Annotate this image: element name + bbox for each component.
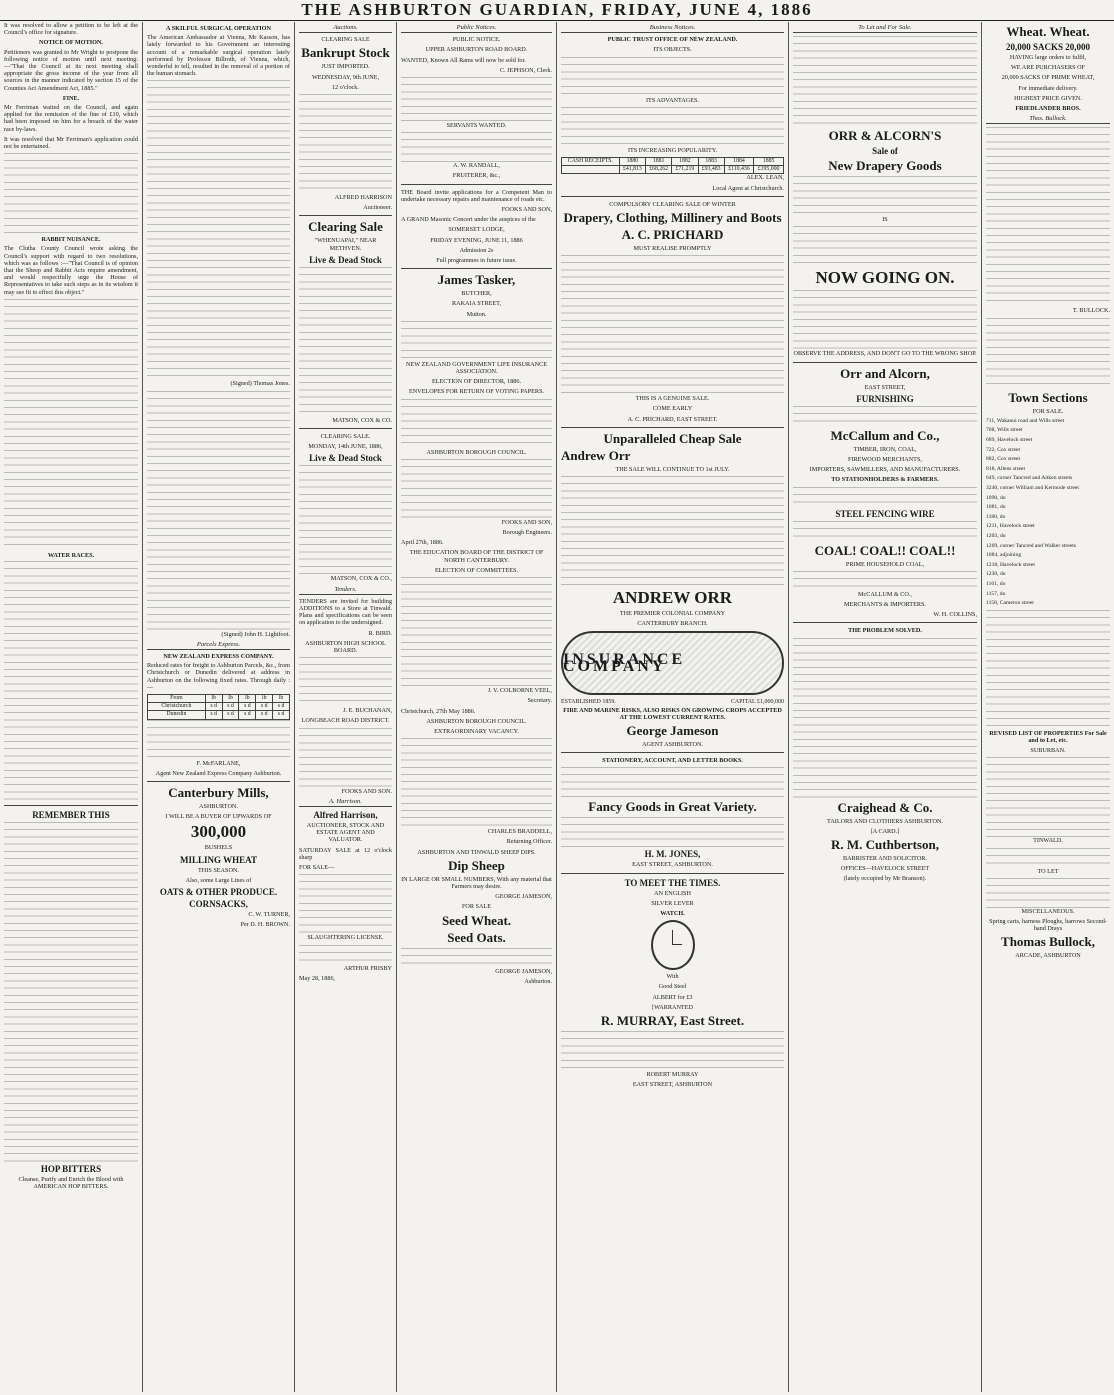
text-block (793, 521, 977, 541)
andrew-orr: Andrew Orr (561, 447, 631, 463)
text-block (401, 321, 552, 361)
andrew-orr-big: ANDREW ORR (612, 588, 733, 608)
hop-bitters: HOP BITTERS (40, 1164, 102, 1175)
warranted: [WARRANTED (652, 1003, 693, 1011)
must-realise: MUST REALISE PROMPTLY (633, 245, 712, 253)
sb-head: THE Board invite applications for a Competent Man to undertake necessary repairs and maintenance of roads etc. (401, 188, 552, 203)
buchanan: J. E. BUCHANAN, (343, 707, 392, 715)
notice-text: Petitioners was granted to Mr Wright to postpone the following notice of motion until next meeting:—"That the Council at its next meeting shall appropriate the gross income of the year from all sources in the manner indicated by section 15 of the Counties Act Amendment Act, 1885." (4, 48, 138, 92)
text-block (561, 476, 784, 586)
vogan: J. V. COLBORNE VEEL, (487, 687, 552, 695)
divider (401, 184, 552, 185)
mccallum: McCallum and Co., (830, 427, 940, 443)
mills-title: Canterbury Mills, (168, 785, 269, 801)
friedlander: FRIEDLANDER BROS. (1015, 105, 1081, 113)
advantages: ITS ADVANTAGES. (645, 96, 700, 104)
text-block (147, 720, 290, 760)
frisby: ARTHUR FRISBY (343, 964, 392, 972)
text-block (299, 94, 392, 194)
george-jameson: George Jameson (626, 723, 719, 739)
signature-1: (Signed) Thomas Jones. (230, 380, 290, 388)
cuthbertson: R. M. Cuthbertson, (831, 837, 939, 853)
jameson: GEORGE JAMESON, (495, 893, 552, 901)
fine-heading: FINE. (62, 94, 80, 102)
divider (561, 427, 784, 428)
lot-item: 1161, do (986, 580, 1006, 587)
merchants: MERCHANTS & IMPORTERS. (844, 601, 926, 609)
envelopes: ENVELOPES FOR RETURN OF VOTING PAPERS. (408, 388, 545, 396)
stationholders: TO STATIONHOLDERS & FARMERS. (831, 476, 939, 484)
orr-alcorn: ORR & ALCORN'S (828, 128, 942, 144)
lot-item: 818, Allens street (986, 465, 1025, 472)
premier: THE PREMIER COLONIAL COMPANY (619, 610, 726, 618)
water-heading: WATER RACES. (47, 551, 95, 559)
trust: PUBLIC TRUST OFFICE OF NEW ZEALAND. (607, 36, 738, 44)
fooks: FOOKS AND SON. (341, 787, 392, 795)
borough-2: ASHBURTON BOROUGH COUNCIL. (426, 717, 527, 725)
jameson-2: GEORGE JAMESON, (495, 967, 552, 975)
friday-eve: FRIDAY EVENING, JUNE 11, 1886 (430, 236, 523, 244)
text-block (4, 153, 138, 233)
timber: TIMBER, IRON, COAL, (853, 445, 917, 453)
text-block (986, 318, 1110, 388)
rates-row-1: Christchurch (148, 703, 206, 711)
servants: SERVANTS WANTED. (446, 122, 507, 130)
longbeach: LONGBEACH ROAD DISTRICT. (301, 717, 390, 725)
section-thos-bullock: Thos. Bullock. (986, 115, 1110, 124)
harrison-sub: AUCTIONEER, STOCK AND ESTATE AGENT AND VALUATOR. (306, 822, 385, 844)
bird: R. BIRD. (368, 629, 392, 637)
canterbury-branch: CANTERBURY BRANCH. (637, 620, 708, 628)
saturday: SATURDAY SALE at 12 o'clock sharp (299, 846, 392, 861)
text-block (793, 638, 977, 798)
matson: MATSON, COX & CO. (332, 416, 392, 424)
column-council-report (0, 22, 142, 1392)
purchasers: WE ARE PURCHASERS OF (1010, 64, 1086, 72)
revised: REVISED LIST OF PROPERTIES For Sale and to Let, etc. (989, 729, 1107, 744)
text-block (401, 459, 552, 519)
logo-caption (561, 699, 784, 706)
text-block (4, 561, 138, 801)
oats: OATS & OTHER PRODUCE. (159, 887, 278, 898)
april: April 27th, 1886. (401, 539, 444, 547)
committees: ELECTION OF COMMITTEES. (434, 566, 518, 574)
lot-item: 882, Cox street (986, 456, 1021, 463)
vacancy: EXTRAORDINARY VACANCY. (434, 727, 519, 735)
divider (147, 781, 290, 782)
fruiterer: FRUITERER, &c., (452, 172, 501, 180)
live-dead-2: Live & Dead Stock (309, 453, 382, 464)
highest: HIGHEST PRICE GIVEN. (1014, 94, 1082, 102)
intro-text: It was resolved to allow a petition to be left at the Council's office for signature. (4, 22, 138, 37)
slaughter: SLAUGHTERING LICENSE. (307, 934, 384, 942)
orr-alcorn-2: Orr and Alcorn, (840, 365, 930, 381)
text-block (401, 132, 552, 162)
text-block (299, 945, 392, 965)
section-auctions: Auctions. (299, 24, 392, 33)
meet-times: TO MEET THE TIMES. (624, 877, 721, 888)
divider (793, 622, 977, 623)
text-block (561, 767, 784, 797)
column-let-sale (788, 22, 981, 1392)
section-let-sale: To Let and For Sale. (793, 24, 977, 33)
murray: R. MURRAY, East Street. (600, 1013, 745, 1029)
text-block (793, 226, 977, 266)
popularity: ITS INCREASING POPULARITY. (627, 146, 718, 154)
lean-title: Local Agent at Christchurch. (712, 184, 784, 192)
watch-label: WATCH. (660, 910, 685, 918)
firewood: FIREWOOD MERCHANTS, (848, 456, 922, 464)
lot-item: 1203, do (986, 532, 1006, 539)
divider (561, 752, 784, 753)
returning: Returning Officer. (506, 838, 552, 846)
harrison-big: Alfred Harrison, (313, 810, 378, 821)
seed-oats: Seed Oats. (447, 929, 506, 945)
for-sale: FOR SALE— (299, 864, 335, 872)
tailors: TAILORS AND CLOTHIERS ASHBURTON. (827, 817, 943, 825)
text-block (793, 290, 977, 350)
agent-text: Agent New Zealand Express Company Ashburton. (155, 769, 282, 777)
with: With (666, 973, 679, 981)
receipts-row: £41,813 £68,262 £71,219 £93,483 £110,436 £195,000 (562, 166, 784, 174)
divider (4, 805, 138, 806)
compulsory: COMPULSORY CLEARING SALE OF WINTER (609, 200, 736, 208)
text-block (986, 878, 1110, 908)
text-block (561, 107, 784, 147)
somerset: SOMERSET LODGE, (448, 226, 505, 234)
fencing: STEEL FENCING WIRE (835, 508, 935, 519)
coal: COAL! COAL!! COAL!! (814, 542, 956, 558)
barrister: BARRISTER AND SOLICITOR. (843, 855, 927, 863)
secretary: Secretary. (527, 697, 552, 705)
now-going: NOW GOING ON. (815, 268, 955, 288)
text-block (147, 391, 290, 631)
albert: ALBERT for £3 (652, 993, 693, 1001)
notice-heading: NOTICE OF MOTION. (39, 39, 103, 47)
jephson: C. JEPHSON, Clerk. (499, 66, 552, 74)
lot-item: 689, Havelock street (986, 437, 1033, 444)
divider (793, 362, 977, 363)
sacks: 20,000 SACKS 20,000 (1005, 42, 1090, 52)
text-block (793, 176, 977, 216)
mills-season: THIS SEASON. (198, 866, 239, 874)
text-block (299, 465, 392, 575)
masthead: THE ASHBURTON GUARDIAN, FRIDAY, JUNE 4, 1886 (0, 0, 1114, 21)
mills-sign: C. W. TURNER, (248, 911, 290, 919)
op-title: A SKILFUL SURGICAL OPERATION (166, 25, 271, 32)
craighead: Craighead & Co. (837, 799, 933, 815)
spring-carts: Spring carts, harness Ploughs, harrows Second-hand Drays (989, 917, 1107, 933)
murray-addr: EAST STREET, ASHBURTON (632, 1081, 713, 1089)
drapery: Drapery, Clothing, Millinery and Boots (563, 210, 782, 226)
tender-text: TENDERS are invited for building ADDITIONS to a Store at Tinwald. Plans and specifications can be seen on application to the undersigned. (299, 597, 392, 627)
capital: CAPITAL £1,000,000 (730, 699, 784, 706)
text-block (299, 728, 392, 788)
havelock: OFFICES—HAVELOCK STREET (840, 865, 930, 873)
section-public: Public Notices. (401, 24, 552, 33)
dip-sub: IN LARGE OR SMALL NUMBERS, With any material that Farmers may desire. (401, 875, 552, 890)
miscellaneous: MISCELLANEOUS. (1021, 907, 1075, 915)
receipts-head: CASH RECEIPTS. 1880 1881 1882 1883 1884 1885 (562, 158, 784, 166)
randall: A. W. RANDALL, (453, 162, 500, 170)
hm-jones: H. M. JONES, (644, 849, 701, 860)
mccallum-2: McCALLUM & CO., (858, 590, 912, 598)
section-parcels: Parcels Express. (147, 641, 290, 650)
text-block (401, 738, 552, 828)
branson: (lately occupied by Mr Branson). (843, 875, 927, 883)
mills-wheat: MILLING WHEAT (180, 854, 257, 865)
fine-text-2: It was resolved that Mr Ferriman's application could not be entertained. (4, 135, 138, 151)
lot-item: 1084, adjoining (986, 552, 1022, 559)
section-business: Business Notices. (561, 24, 784, 33)
mills-unit: BUSHELS (204, 844, 233, 852)
lot-item: 1081, do (986, 504, 1006, 511)
english: AN ENGLISH (654, 889, 691, 897)
column-public-notices (396, 22, 556, 1392)
public-notice: PUBLIC NOTICE. (452, 36, 501, 44)
collins: W. H. COLLINS, (933, 611, 977, 619)
text-block (401, 399, 552, 449)
divider (401, 268, 552, 269)
observe: OBSERVE THE ADDRESS, AND DON'T GO TO THE WRONG SHOP. (793, 350, 977, 358)
edu-board: THE EDUCATION BOARD OF THE DISTRICT OF NORTH CANTERBURY. (409, 549, 544, 564)
fire-marine: FIRE AND MARINE RISKS, ALSO RISKS ON GROWING CROPS ACCEPTED AT THE LOWEST CURRENT RATES. (563, 706, 782, 721)
lean: ALEX. LEAN, (746, 174, 784, 182)
text-block (561, 1031, 784, 1071)
fooks-2: FOOKS AND SON, (501, 518, 552, 526)
text-block (793, 406, 977, 426)
text-block (561, 57, 784, 97)
matson-2: MATSON, COX & CO., (330, 575, 392, 583)
rates-from: From (148, 695, 206, 703)
borough: ASHBURTON BOROUGH COUNCIL. (426, 448, 527, 456)
importers: IMPORTERS, SAWMILLERS, AND MANUFACTURERS. (809, 466, 961, 474)
rabbit-heading: RABBIT NUISANCE. (41, 236, 101, 244)
op-text: The American Ambassador at Vienna, Mr Kasson, has lately forwarded to his Government an interesting account of a remarkable surgical operation lately performed by Professor Billroth, of Vienna, which, wonderful to tell, resulted in the removal of a portion of the human stomach. (147, 34, 290, 78)
mills-place: ASHBURTON. (199, 803, 238, 811)
nz-express-text: Reduced rates for freight to Ashburton Parcels, &c., from Christchurch or Dunedin delivered at address in Ashburton on the following fixed rates. Through daily :— (147, 662, 290, 691)
furnishing: FURNISHING (856, 393, 914, 404)
lot-item: 1269, corner Tancred and Walker streets (986, 542, 1076, 549)
text-block (401, 577, 552, 687)
wanted: WANTED, Known All Rams will now be sold for. (401, 56, 526, 64)
wheat-heading: Wheat. Wheat. (1006, 24, 1090, 39)
jameson-place: Ashburton. (524, 977, 552, 985)
mills-qty: 300,000 (190, 822, 247, 842)
gj-agent: AGENT ASHBURTON. (642, 741, 703, 749)
sale-time: 12 o'clock. (332, 83, 359, 91)
programmes: Full programmes in future issue. (436, 257, 517, 265)
frisby-date: May 28, 1886, (299, 974, 336, 982)
rates-row-2: Dunedin (148, 711, 206, 719)
hop-tail: Cleanse, Purify and Enrich the Blood with AMERICAN HOP BITTERS. (18, 1176, 124, 1191)
clearing-sale: CLEARING SALE (321, 36, 370, 44)
tinwald: TINWALD. (1033, 837, 1063, 845)
new-drapery: New Drapery Goods (828, 158, 942, 174)
admission: Admission 2s (459, 246, 494, 254)
seed-wheat: Seed Wheat. (441, 912, 512, 928)
sale-of: Sale of (872, 146, 898, 157)
for-sale-2: FOR SALE (461, 903, 492, 911)
good-steel: Good Steel (658, 983, 687, 991)
unparalleled: Unparalleled Cheap Sale (603, 430, 742, 446)
lot-item: 1230, do (986, 571, 1006, 578)
text-block (299, 267, 392, 417)
lot-item: 649, corner Tancred and Aitken streets (986, 475, 1073, 482)
delivery: For immediate delivery. (1018, 84, 1078, 92)
remember-heading: REMEMBER THIS (32, 810, 110, 821)
prices-head: Mutton. (466, 310, 487, 318)
lot-item: 711, Wakanui road and Wills street (986, 417, 1065, 424)
fine-text: Mr Ferriman waited on the Council, and again applied for the remission of the fine of £10, which had been imposed on him for a breach of the water race by-laws. (4, 104, 138, 133)
lever: SILVER LEVER (651, 899, 694, 907)
column-wheat (981, 22, 1114, 1392)
divider (561, 196, 784, 197)
cch-date: Christchurch, 27th May 1886. (401, 707, 476, 715)
lot-item: 1180, do (986, 513, 1006, 520)
text-block (401, 948, 552, 968)
rates-table: From lb lb lb lb lb Christchurch s d s d s d s d s d Dunedin s d s d s d s d s d (147, 694, 290, 720)
bankrupt-stock: Bankrupt Stock (301, 45, 390, 61)
having: HAVING large orders to fulfil, (1009, 54, 1087, 61)
rakaia: RAKAIA STREET, (451, 300, 502, 308)
text-block (561, 255, 784, 395)
alfred: ALFRED HARRISON (334, 194, 392, 202)
prichard-addr: A. C. PRICHARD, EAST STREET. (627, 415, 718, 423)
arcade: ARCADE, ASHBURTON (1015, 952, 1081, 960)
mills-buy: I WILL BE A BUYER OF UPWARDS OF (165, 813, 272, 821)
objects: ITS OBJECTS. (653, 46, 692, 54)
text-block (793, 36, 977, 126)
just-imported: JUST IMPORTED. (321, 63, 370, 71)
text-block (299, 657, 392, 707)
sale-date: WEDNESDAY, 9th JUNE, (311, 73, 380, 81)
lot-item: 1090, do (986, 494, 1006, 501)
thomas-bullock: Thomas Bullock, (1001, 934, 1095, 950)
mills-pp: Per D. H. BROWN. (240, 921, 290, 929)
divider (299, 428, 392, 429)
continue: THE SALE WILL CONTINUE TO 1st JULY. (615, 465, 730, 473)
text-block (401, 77, 552, 122)
section-tenders: Tenders. (299, 586, 392, 595)
text-block (986, 848, 1110, 868)
rabbit-text: The Clutha County Council wrote asking the Council's support with regard to two resolutions, which was as follows :—"That Council is of opinion that the Sheep and Rabbit Acts require amendment, and would respectfully urge the House of Representatives to take such steps as in its wisdom it may see fit to effect this object." (4, 245, 138, 296)
column-surgical (142, 22, 294, 1392)
lots-list (986, 418, 1110, 607)
text-block (4, 822, 138, 1162)
column-auctions (294, 22, 396, 1392)
lot-item: 1158, Cameron street (986, 600, 1034, 607)
established: ESTABLISHED 1859. (561, 699, 616, 706)
lot-item: 3240, corner William and Kermode street (986, 484, 1079, 491)
receipts-table (561, 157, 784, 174)
suburban: SUBURBAN. (1030, 747, 1066, 755)
section-harrison: A. Harrison. (299, 798, 392, 807)
bullock: T. BULLOCK. (1072, 307, 1110, 315)
text-block (986, 127, 1110, 307)
school-board: ASHBURTON HIGH SCHOOL BOARD. (305, 639, 386, 655)
lot-item: 1218, Havelock street (986, 561, 1035, 568)
govt: NEW ZEALAND GOVERNMENT LIFE INSURANCE ASSOCIATION. (405, 360, 548, 376)
whenuapai: "WHENUAPAI," NEAR METHVEN. (314, 237, 377, 252)
monday: MONDAY, 14th JUNE, 1886, (308, 443, 383, 451)
card: [A CARD.] (870, 827, 900, 835)
butcher: BUTCHER, (461, 290, 492, 298)
stationery: STATIONERY, ACCOUNT, AND LETTER BOOKS. (602, 757, 743, 765)
text-block (147, 80, 290, 380)
hm-addr: EAST STREET, ASHBURTON. (632, 861, 713, 869)
east-street: EAST STREET, (864, 383, 906, 391)
text-block (4, 299, 138, 549)
prichard: A. C. PRICHARD (621, 227, 724, 243)
for-sale-lots: FOR SALE. (1032, 407, 1064, 415)
divider (299, 215, 392, 216)
auctioneer: Auctioneer. (363, 204, 392, 212)
election: ELECTION OF DIRECTOR, 1886. (431, 378, 522, 386)
live-dead: Live & Dead Stock (309, 254, 382, 265)
text-block (299, 874, 392, 934)
road-board: UPPER ASHBURTON ROAD BOARD. (425, 46, 528, 54)
braddell: CHARLES BRADDELL, (487, 828, 552, 836)
lot-item: 1211, Havelock street (986, 523, 1035, 530)
household: PRIME HOUSEHOLD COAL, (845, 560, 925, 568)
lot-item: 708, Wills street (986, 427, 1023, 434)
cornsacks: CORNSACKS, (189, 899, 248, 910)
tasker: James Tasker, (437, 272, 516, 288)
fooks-and-son: FOOKS AND SON, (501, 206, 552, 214)
nz-express-heading: NEW ZEALAND EXPRESS COMPANY. (163, 653, 274, 661)
clearing-sale-2: CLEARING SALE. (320, 433, 371, 441)
text-block (793, 571, 977, 591)
clearing-big: Clearing Sale (308, 219, 383, 235)
signature-2: (Signed) John H. Lightfoot. (221, 630, 290, 638)
lot-item: 1157, do (986, 590, 1006, 597)
text-block (986, 610, 1110, 730)
agent-name: F. McFARLANE, (196, 759, 241, 767)
pocket-watch-icon (651, 920, 695, 970)
mills-also: Also, some Large Lines of (185, 876, 252, 884)
is: IS (882, 216, 888, 224)
insurance-company-logo: INSURANCE COMPANY (561, 631, 784, 695)
genuine: THIS IS A GENUINE SALE. (635, 395, 710, 403)
fancy-goods: Fancy Goods in Great Variety. (588, 799, 757, 815)
engineers: Borough Engineers. (502, 529, 552, 537)
problem: THE PROBLEM SOLVED. (848, 627, 922, 635)
divider (561, 873, 784, 874)
dip-sheep: Dip Sheep (448, 857, 505, 873)
grand: A GRAND Masonic Concert under the auspices of the (401, 216, 536, 224)
town-sections: Town Sections (1008, 389, 1088, 405)
text-block (561, 817, 784, 847)
lot-item: 722, Cox street (986, 446, 1021, 453)
to-let: TO LET (1037, 867, 1059, 875)
prime: 20,000 SACKS OF PRIME WHEAT, (1001, 74, 1095, 82)
column-business (556, 22, 788, 1392)
text-block (986, 757, 1110, 837)
come-early: COME EARLY (652, 405, 693, 413)
text-block (793, 487, 977, 507)
murray-sig: ROBERT MURRAY (646, 1071, 699, 1079)
tinwald-yards: ASHBURTON AND TINWALD SHEEP DIPS. (417, 848, 536, 856)
